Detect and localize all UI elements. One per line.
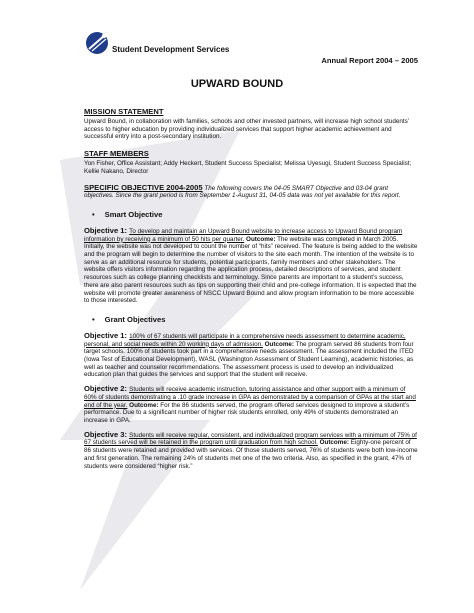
- logo-icon: [84, 30, 110, 56]
- specific-objective-paragraph: [84, 184, 418, 200]
- objective-label: Objective 1: [84, 330, 125, 340]
- outcome-label: Outcome:: [129, 401, 159, 409]
- objective-text: To develop and maintain an Upward Bound website to increase access to Upward Bound program information by receiving a minimum of 50 hits per quarter.: [84, 227, 403, 243]
- outcome-label: Outcome:: [264, 340, 295, 348]
- outcome-text: The program served 86 students from four target schools. 100% of students took part in a comprehensive needs assessment. The assessment included the ITED (Iowa Test of Educational Development), WASL (Washington Assessment of Student Learning), academic histories, as well as teacher and counselor recommendations. The assessment process is used to develop an individualized education plan that guides the services and support that the student will receive.: [84, 340, 414, 379]
- smart-objective-label: Smart Objective: [104, 209, 163, 219]
- objective-text: 100% of 67 students will participate in a comprehensive needs assessment to determine academic, personal, and social needs within 20 working days of admission.: [84, 332, 406, 348]
- mission-text: Upward Bound, in collaboration with families, schools and other invested partners, will increase high school students’ access to higher education by providing individualized services that support higher academic achievement and successful entry into a post-secondary institution.: [84, 118, 409, 141]
- org-name: Student Development Services: [112, 45, 230, 54]
- objective-text: Students will receive academic instruction, tutoring assistance and other support with a minimum of 60% of students demonstrating a .10 grade increase in GPA as demonstrated by a comparison of GPAs at the start and end of the year.: [84, 386, 416, 409]
- bullet-icon: •: [92, 209, 95, 219]
- bullet-icon: •: [92, 314, 95, 324]
- specific-objective-heading: SPECIFIC OBJECTIVE 2004-2005: [84, 182, 203, 192]
- outcome-text: For the 86 students served, the program offered services designed to improve a student’s performance. Due to a significant number of higher risk students enrolled, only 49% of students demonstrated an increase in GPA.: [84, 401, 410, 424]
- outcome-text: The website was completed in March 2005. Initially, the website was not developed to count the number of “hits” received. The feature is being added to the website and the program will begin to determine the number of visitors to the site each month. The intention of the website is to serve as an additional resource for students, potential participants, family members and other stakeholders. The website offers visitors information regarding the application process, detailed descriptions of services, and student resources such as college planning checklists and terminology. Since parents are important to a student’s success, there are also parent resources such as tips on supporting their child and pre-college information. It is expected that the website will promote greater awareness of NSCC Upward Bound and allow program information to be more accessible to those interested.: [84, 235, 418, 305]
- objective-label: Objective 1: [84, 225, 125, 235]
- grant-objectives-label: Grant Objectives: [104, 314, 166, 324]
- objective-text: Students will receive regular, consistent, and individualized program services with a minimum of 75% of 67 students served will be retained in the program until graduation from high school.: [84, 431, 417, 447]
- grant-objectives-heading: [92, 315, 418, 324]
- outcome-label: Outcome:: [246, 235, 276, 243]
- objective-label: Objective 3: [84, 429, 125, 439]
- outcome-text: Eighty-one percent of 86 students were retained and provided with services. Of those students served, 76% of students were both low-income and first generation. The remaining 24% of students met one of the two criteria. Also, as specified in the grant, 47% of students were considered “higher risk.”: [84, 439, 418, 470]
- outcome-label: Outcome:: [319, 439, 349, 447]
- page-title: UPWARD BOUND: [190, 78, 284, 90]
- grant-objective-3: Objective 3: Students will receive regular, consistent, and individualized program services with a minimum of 75% of 67 students served will be retained in the program until graduation from high school. Outcome: Eighty-one percent of 86 students were retained and provided with services. Of those students served, 76% of students were both low-income and first generation. The remaining 24% of students met one of the two criteria. Also, as specified in the grant, 47% of students were considered “higher risk.”: [84, 429, 418, 470]
- staff-heading: STAFF MEMBERS: [84, 149, 149, 159]
- grant-objective-1: Objective 1: 100% of 67 students will participate in a comprehensive needs assessment to determine academic, personal, and social needs within 20 working days of admission. Outcome: The program served 86 students from four target schools. 100% of students took part in a comprehensive needs assessment. The assessment included the ITED (Iowa Test of Educational Development), WASL (Washington Assessment of Student Learning), academic histories, as well as teacher and counselor recommendations. The assessment process is used to develop an individualized education plan that guides the services and support that the student will receive.: [84, 330, 414, 379]
- specific-objective-note: The following covers the 04-05 SMART Objective and 03-04 grant objectives. Since the grant period is from September 1-August 31, 04-05 data was not yet available for this report.: [84, 184, 401, 200]
- report-label: Annual Report 2004 – 2005: [321, 56, 418, 65]
- document-body: [84, 107, 418, 476]
- mission-heading: MISSION STATEMENT: [84, 107, 164, 116]
- objective-label: Objective 2: [84, 384, 125, 394]
- smart-objective-1: Objective 1: To develop and maintain an Upward Bound website to increase access to Upward Bound program information by receiving a minimum of 50 hits per quarter. Outcome: The website was completed in March 2005. Initially, the website was not developed to count the number of “hits” received. The feature is being added to the website and the program will begin to determine the number of visitors to the site each month. The intention of the website is to serve as an additional resource for students, potential participants, family members and other stakeholders. The website offers visitors information regarding the application process, detailed descriptions of services, and student resources such as college planning checklists and terminology. Since parents are important to a student’s success, there are also parent resources such as tips on supporting their child and pre-college information. It is expected that the website will promote greater awareness of NSCC Upward Bound and allow program information to be more accessible to those interested.: [84, 225, 418, 305]
- grant-objective-2: Objective 2: Students will receive academic instruction, tutoring assistance and other support with a minimum of 60% of students demonstrating a .10 grade increase in GPA as demonstrated by a comparison of GPAs at the start and end of the year. Outcome: For the 86 students served, the program offered services designed to improve a student’s performance. Due to a significant number of higher risk students enrolled, only 49% of students demonstrated an increase in GPA.: [84, 384, 416, 424]
- staff-text: Yon Fisher, Office Assistant; Addy Heckert, Student Success Specialist; Melissa Uyesugi, Student Success Specialist; Kellie Nakano, Director: [84, 160, 412, 175]
- smart-objective-heading: [92, 210, 418, 219]
